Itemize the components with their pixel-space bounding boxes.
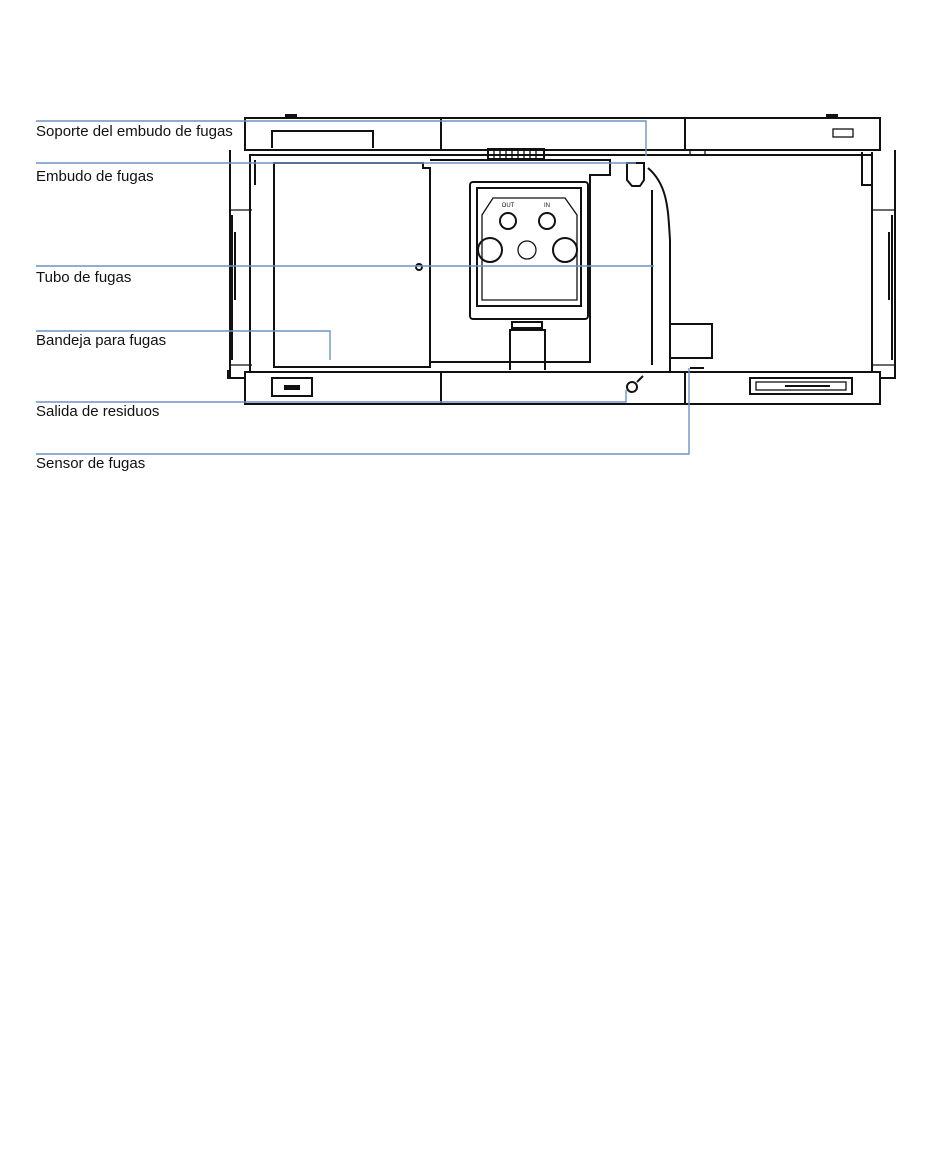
valve-out-mark: OUT: [501, 203, 515, 209]
module-outline: [228, 114, 895, 404]
label-sensor-fugas: Sensor de fugas: [36, 455, 146, 472]
valve-in-mark: IN: [544, 203, 550, 209]
label-bandeja-fugas: Bandeja para fugas: [36, 332, 167, 349]
label-salida-residuos: Salida de residuos: [36, 403, 160, 420]
label-embudo-fugas: Embudo de fugas: [36, 168, 154, 185]
leader-salida: [36, 390, 626, 402]
label-soporte-embudo-fugas: Soporte del embudo de fugas: [36, 123, 233, 140]
label-tubo-fugas: Tubo de fugas: [36, 269, 132, 286]
